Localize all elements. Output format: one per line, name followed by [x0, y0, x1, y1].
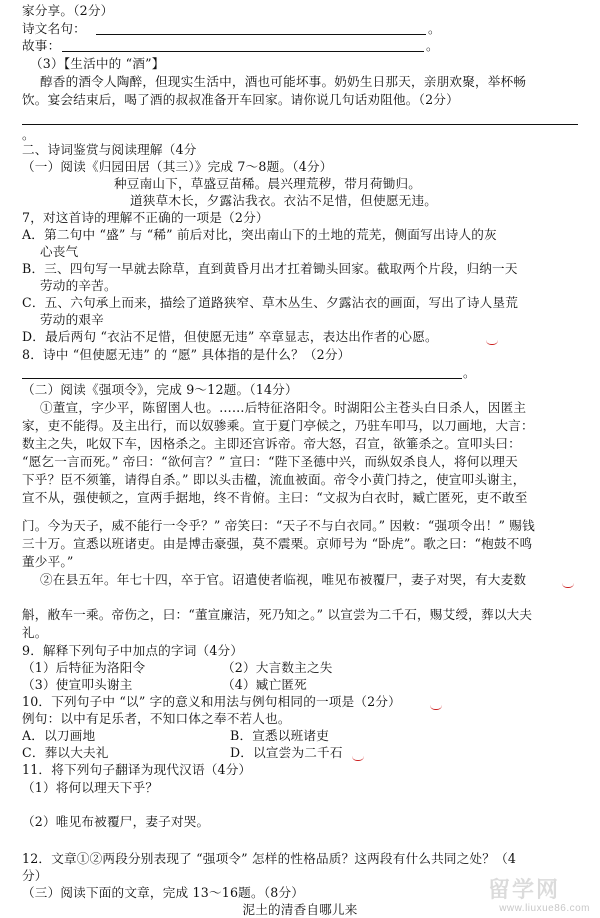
q11-item-2: （2）唯见布被覆尸，妻子对哭。	[22, 814, 210, 829]
q9-item-2: （2）大言数主之失	[222, 660, 333, 675]
text-line: 。	[428, 21, 441, 36]
q11-item-1: （1）将何以理天下乎？	[22, 780, 159, 795]
q10-option-b: B．宣悉以班诸吏	[230, 728, 330, 743]
question-11: 11．将下列句子翻译为现代汉语（4分）	[22, 762, 252, 777]
passage-line: 家，吏不能得。及主出行，而以奴骖乘。宣于夏门亭候之，乃驻车叩马，以刀画地，大言：	[22, 418, 534, 433]
story-label: 故事：	[22, 38, 61, 53]
option-a-cont: 心丧气	[40, 244, 79, 259]
article-title: 泥土的清香自哪儿来	[242, 902, 358, 917]
question-10: 10．下列句子中 “以” 字的意义和用法与例句相同的一项是（2分）	[22, 694, 401, 709]
option-d: D．最后两句 “衣沾不足惜，但使愿无违” 卒章显志，表达出作者的心愿。	[22, 329, 438, 344]
story-answer-line	[62, 51, 424, 52]
passage-line: “愿乞一言而死。” 帝曰：“欲何言？” 宣曰：“陛下圣德中兴，而纵奴杀良人，将何以理天	[22, 454, 518, 469]
passage-line: 董少平。”	[22, 554, 74, 569]
red-squiggle-mark	[352, 756, 364, 761]
text-line: 。	[22, 127, 35, 142]
subsection-heading: （二）阅读《强项令》，完成 9～12题。（14分）	[22, 382, 298, 397]
passage-line: 斛，敝车一乘。帝伤之，曰：“董宣廉洁，死乃知之。” 以宣尝为二千石，赐艾绶，葬以大夫	[22, 607, 533, 622]
answer-line	[22, 124, 578, 125]
subsection-heading: （一）阅读《归园田居（其三）》完成 7～8题。（4分）	[22, 159, 333, 174]
passage-line: ②在县五年。年七十四，卒于官。诏遣使者临视，唯见布被覆尸，妻子对哭，有大麦数	[40, 572, 527, 587]
option-c-cont: 劳动的艰辛	[40, 312, 104, 327]
red-squiggle-mark	[486, 340, 498, 345]
q10-option-a: A．以刀画地	[22, 728, 96, 743]
option-a: A．第二句中 “盛” 与 “稀” 前后对比，突出南山下的土地的荒芜，侧面写出诗人的灰	[22, 227, 497, 242]
red-squiggle-mark	[562, 583, 574, 588]
q10-example: 例句：以中有足乐者，不知口体之奉不若人也。	[22, 711, 291, 726]
option-b-cont: 劳动的辛苦。	[40, 278, 117, 293]
watermark-url: www.liuxue86.com	[499, 903, 590, 914]
poem-line: 道狭草木长，夕露沾我衣。衣沾不足惜，但使愿无违。	[130, 193, 438, 208]
question-7: 7，对这首诗的理解不正确的一项是（2分）	[22, 210, 269, 225]
q9-item-1: （1）后特征为洛阳令	[22, 660, 146, 675]
watermark-logo: 留学网	[487, 877, 560, 902]
section-heading: 二、诗词鉴赏与阅读理解（4分	[22, 142, 197, 157]
text-line: 。	[426, 38, 439, 53]
question-9: 9．解释下列句子中加点的字词（4分）	[22, 643, 244, 658]
poem-quote-label: 诗文名句：	[22, 21, 86, 36]
passage-line: 下乎？臣不须箠，请得自杀。” 即以头击楹，流血被面。帝令小黄门持之，使宣叩头谢主，	[22, 472, 526, 487]
q10-option-c: C．葬以大夫礼	[22, 745, 109, 760]
red-squiggle-mark	[430, 705, 442, 710]
q9-item-4: （4）臧亡匿死	[222, 677, 307, 692]
passage-line: ①董宣，字少平，陈留圉人也。……后特征洛阳令。时湖阳公主苍头白日杀人，因匿主	[40, 400, 527, 415]
q10-option-d: D．以宣尝为二千石	[230, 745, 343, 760]
subsection-heading: （三）阅读下面的文章，完成 13～16题。（8分）	[22, 885, 305, 900]
option-b: B．三、四句写一早就去除草，直到黄昏月出才扛着锄头回家。截取两个片段，归纳一天	[22, 261, 518, 276]
option-c: C．五、六句承上而来，描绘了道路狭窄、草木丛生、夕露沾衣的画面，写出了诗人垦荒	[22, 295, 518, 310]
passage-line: 数主之失，叱奴下车，因格杀之。主即还宫诉帝。帝大怒，召宣，欲箠杀之。宣叩头曰：	[22, 436, 521, 451]
section-heading: （3）【生活中的 “酒”】	[30, 56, 165, 71]
q9-item-3: （3）使宣叩头谢主	[22, 677, 133, 692]
poem-line: 种豆南山下，草盛豆苗稀。晨兴理荒秽，带月荷锄归。	[114, 176, 422, 191]
passage-line: 礼。	[22, 625, 48, 640]
poem-quote-answer-line	[96, 34, 426, 35]
question-8: 8．诗中 “但使愿无违” 的 “愿” 具体指的是什么？（2分）	[22, 347, 351, 362]
question-12: 12．文章①②两段分别表现了 “强项令” 怎样的性格品质？这两段有什么共同之处？（4	[22, 851, 517, 866]
paragraph-line: 饮。宴会结束后，喝了酒的叔叔准备开车回家。请你说几句话劝阻他。（2分）	[22, 92, 459, 107]
answer-line	[22, 378, 462, 379]
text-line: 家分享。（2分）	[22, 3, 114, 18]
passage-line: 门。今为天子，威不能行一令乎？” 帝笑曰：“天子不与白衣同。” 因敕：“强项令出！” 赐钱	[22, 518, 535, 533]
question-12-cont: 分）	[22, 868, 48, 883]
text-line: 。	[463, 365, 476, 380]
passage-line: 三十万。宣悉以班诸吏。由是博击豪强，莫不震栗。京师号为 “卧虎”。歌之曰：“枹鼓不鸣	[22, 536, 533, 551]
paragraph-line: 醇香的酒令人陶醉，但现实生活中，酒也可能坏事。奶奶生日那天，亲朋欢聚，举杯畅	[40, 74, 527, 89]
passage-line: 宣不从，强使顿之，宣两手据地，终不肯俯。主曰：“文叔为白衣时，臧亡匿死，吏不敢至	[22, 490, 528, 505]
